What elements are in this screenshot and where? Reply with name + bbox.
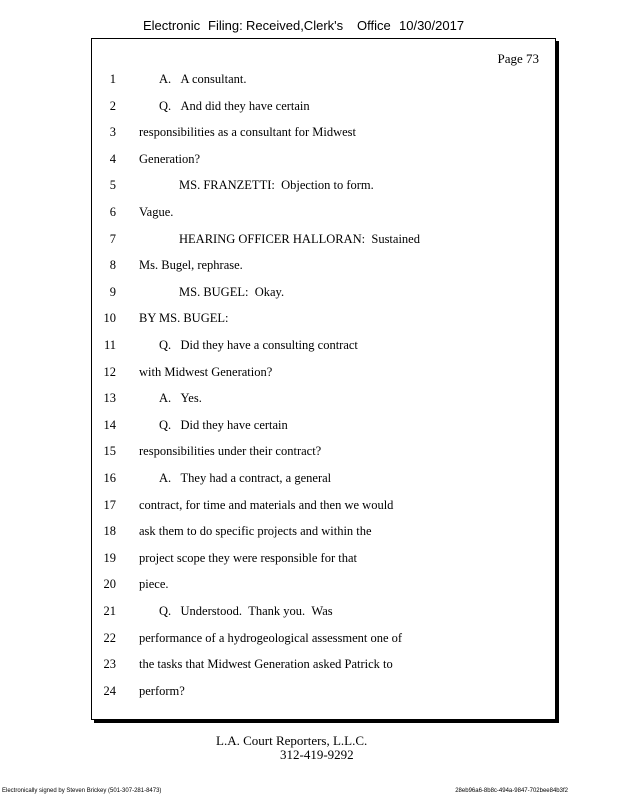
transcript-page: [91, 38, 556, 720]
transcript-line: [92, 388, 555, 408]
line-text: BY MS. BUGEL:: [139, 311, 229, 326]
line-number: 2: [109, 98, 116, 113]
transcript-line: [92, 681, 555, 701]
line-text: HEARING OFFICER HALLORAN: Sustained: [179, 231, 420, 246]
line-text: piece.: [139, 577, 169, 592]
line-number: 14: [103, 417, 116, 432]
line-text: Generation?: [139, 151, 201, 166]
line-number: 9: [109, 284, 116, 299]
line-number: 5: [109, 178, 116, 193]
transcript-line: [92, 574, 555, 594]
transcript-line: [92, 441, 555, 461]
line-number: 16: [103, 471, 116, 485]
transcript-line: [92, 362, 555, 382]
transcript-line: [92, 149, 555, 169]
line-text: A. They had a contract, a general: [159, 471, 332, 485]
line-number: 23: [103, 657, 116, 672]
transcript-line: [92, 468, 555, 488]
header-filing: Filing:: [208, 18, 243, 33]
line-number: 7: [109, 231, 116, 246]
line-number: 22: [103, 630, 116, 645]
line-number: 17: [103, 497, 116, 512]
transcript-line: [92, 308, 555, 328]
line-number: 13: [103, 391, 116, 406]
page-number: Page 73: [497, 51, 539, 66]
transcript-line: [92, 175, 555, 195]
line-number: 4: [109, 151, 116, 166]
line-number: 21: [103, 604, 116, 618]
transcript-line: [92, 122, 555, 142]
line-number: 18: [103, 524, 116, 539]
line-text: responsibilities as a consultant for Midwest: [139, 125, 356, 140]
header-office: Office: [357, 18, 391, 33]
transcript-line: [92, 202, 555, 222]
transcript-line: [92, 601, 555, 621]
line-text: A. Yes.: [159, 391, 202, 406]
line-number: 15: [103, 444, 116, 459]
line-text: responsibilities under their contract?: [139, 444, 322, 459]
transcript-line: [92, 654, 555, 674]
line-text: Q. Understood. Thank you. Was: [159, 604, 333, 618]
line-number: 10: [103, 311, 116, 326]
line-number: 19: [103, 550, 116, 565]
line-text: Q. Did they have a consulting contract: [159, 338, 358, 352]
line-text: performance of a hydrogeological assessment one of: [139, 630, 403, 645]
line-number: 20: [103, 577, 116, 592]
line-number: 3: [109, 125, 116, 140]
header-electronic: Electronic: [143, 18, 201, 33]
line-number: 1: [109, 72, 116, 86]
transcript-line: [92, 96, 555, 116]
header-date: 10/30/2017: [399, 18, 465, 33]
line-text: A. A consultant.: [159, 72, 247, 86]
transcript-line: [92, 415, 555, 435]
transcript-line: [92, 255, 555, 275]
reporter-phone: 312-419-9292: [280, 747, 354, 762]
line-text: with Midwest Generation?: [139, 364, 273, 379]
line-text: perform?: [139, 683, 185, 698]
line-number: 12: [103, 364, 116, 379]
line-number: 24: [103, 683, 116, 698]
filing-stamp-header: [0, 18, 618, 38]
header-received: Received,Clerk's: [246, 18, 344, 33]
line-number: 11: [103, 338, 116, 352]
line-text: ask them to do specific projects and within the: [139, 524, 372, 539]
document-hash: 28eb96a6-8b8c-494a-9847-702bee84b3f2: [455, 788, 568, 794]
e-signature-text: Electronically signed by Steven Brickey (501-307-281-8473): [2, 788, 162, 794]
transcript-line: [92, 521, 555, 541]
transcript-line: [92, 548, 555, 568]
line-text: project scope they were responsible for that: [139, 550, 357, 565]
transcript-line: [92, 628, 555, 648]
line-number: 8: [109, 258, 116, 273]
line-text: Vague.: [139, 205, 174, 219]
line-text: the tasks that Midwest Generation asked Patrick to: [139, 657, 393, 672]
transcript-line: [92, 335, 555, 355]
transcript-line: [92, 229, 555, 249]
reporter-firm: L.A. Court Reporters, L.L.C.: [216, 733, 368, 748]
line-text: Ms. Bugel, rephrase.: [139, 258, 243, 273]
line-text: contract, for time and materials and then we would: [139, 497, 394, 512]
transcript-line: [92, 69, 555, 89]
line-text: MS. BUGEL: Okay.: [179, 284, 285, 299]
line-text: Q. And did they have certain: [159, 98, 310, 113]
transcript-line: [92, 495, 555, 515]
line-text: MS. FRANZETTI: Objection to form.: [179, 178, 374, 193]
transcript-line: [92, 282, 555, 302]
line-number: 6: [109, 205, 116, 219]
line-text: Q. Did they have certain: [159, 417, 288, 432]
